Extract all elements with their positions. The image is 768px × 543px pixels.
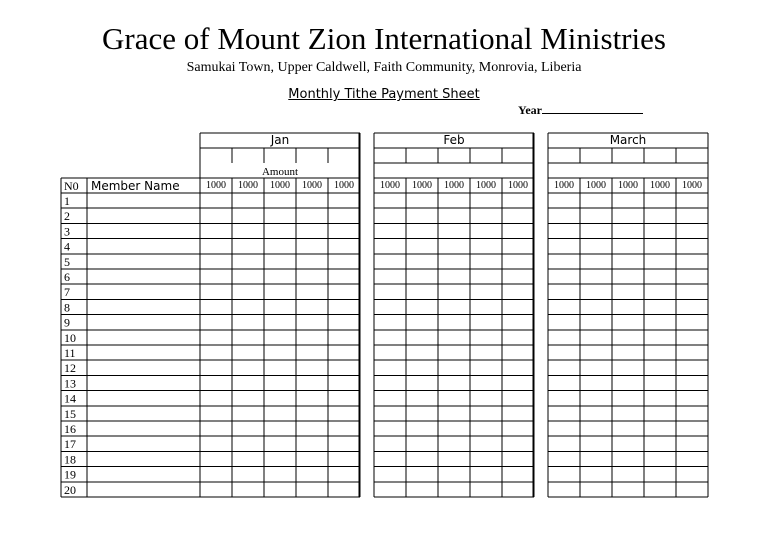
row-number: 18 [64,452,76,467]
month-label-march: March [609,133,647,147]
org-address: Samukai Town, Upper Caldwell, Faith Community, Monrovia, Liberia [186,60,582,75]
amount-value: 1000 [554,180,574,191]
amount-value: 1000 [586,180,606,191]
row-number: 11 [64,346,76,360]
amount-value: 1000 [650,180,670,191]
amount-value: 1000 [206,180,226,191]
amount-value: 1000 [270,180,290,191]
row-number: 10 [64,330,76,345]
row-number: 16 [64,422,76,436]
row-number: 5 [64,254,70,269]
amount-value: 1000 [476,180,496,191]
org-title: Grace of Mount Zion International Ministries [102,21,666,56]
amount-value: 1000 [412,180,432,191]
row-number: 19 [64,467,76,482]
amount-value: 1000 [444,180,464,191]
row-number: 7 [64,285,70,300]
month-label-feb: Feb [443,133,465,147]
row-number: 20 [64,482,76,497]
amount-value: 1000 [238,180,258,191]
row-number: 15 [64,406,76,421]
member-name-header: Member Name [91,179,180,193]
row-number: 1 [64,194,70,208]
no-header: N0 [64,179,79,193]
year-label: Year [518,103,542,117]
row-number: 9 [64,315,70,330]
amount-value: 1000 [618,180,638,191]
row-number: 2 [64,209,70,224]
sheet-title: Monthly Tithe Payment Sheet [288,87,480,102]
row-number: 8 [64,300,70,315]
row-number: 17 [64,437,76,452]
row-number: 6 [64,270,70,284]
amount-value: 1000 [508,180,528,191]
amount-label: Amount [261,166,299,178]
amount-value: 1000 [334,180,354,191]
row-number: 14 [64,391,76,406]
row-number: 13 [64,376,76,391]
row-number: 3 [64,224,70,239]
amount-value: 1000 [682,180,702,191]
amount-value: 1000 [380,180,400,191]
row-number: 4 [64,239,70,254]
row-number: 12 [64,361,76,376]
amount-value: 1000 [302,180,322,191]
month-label-jan: Jan [270,133,290,147]
